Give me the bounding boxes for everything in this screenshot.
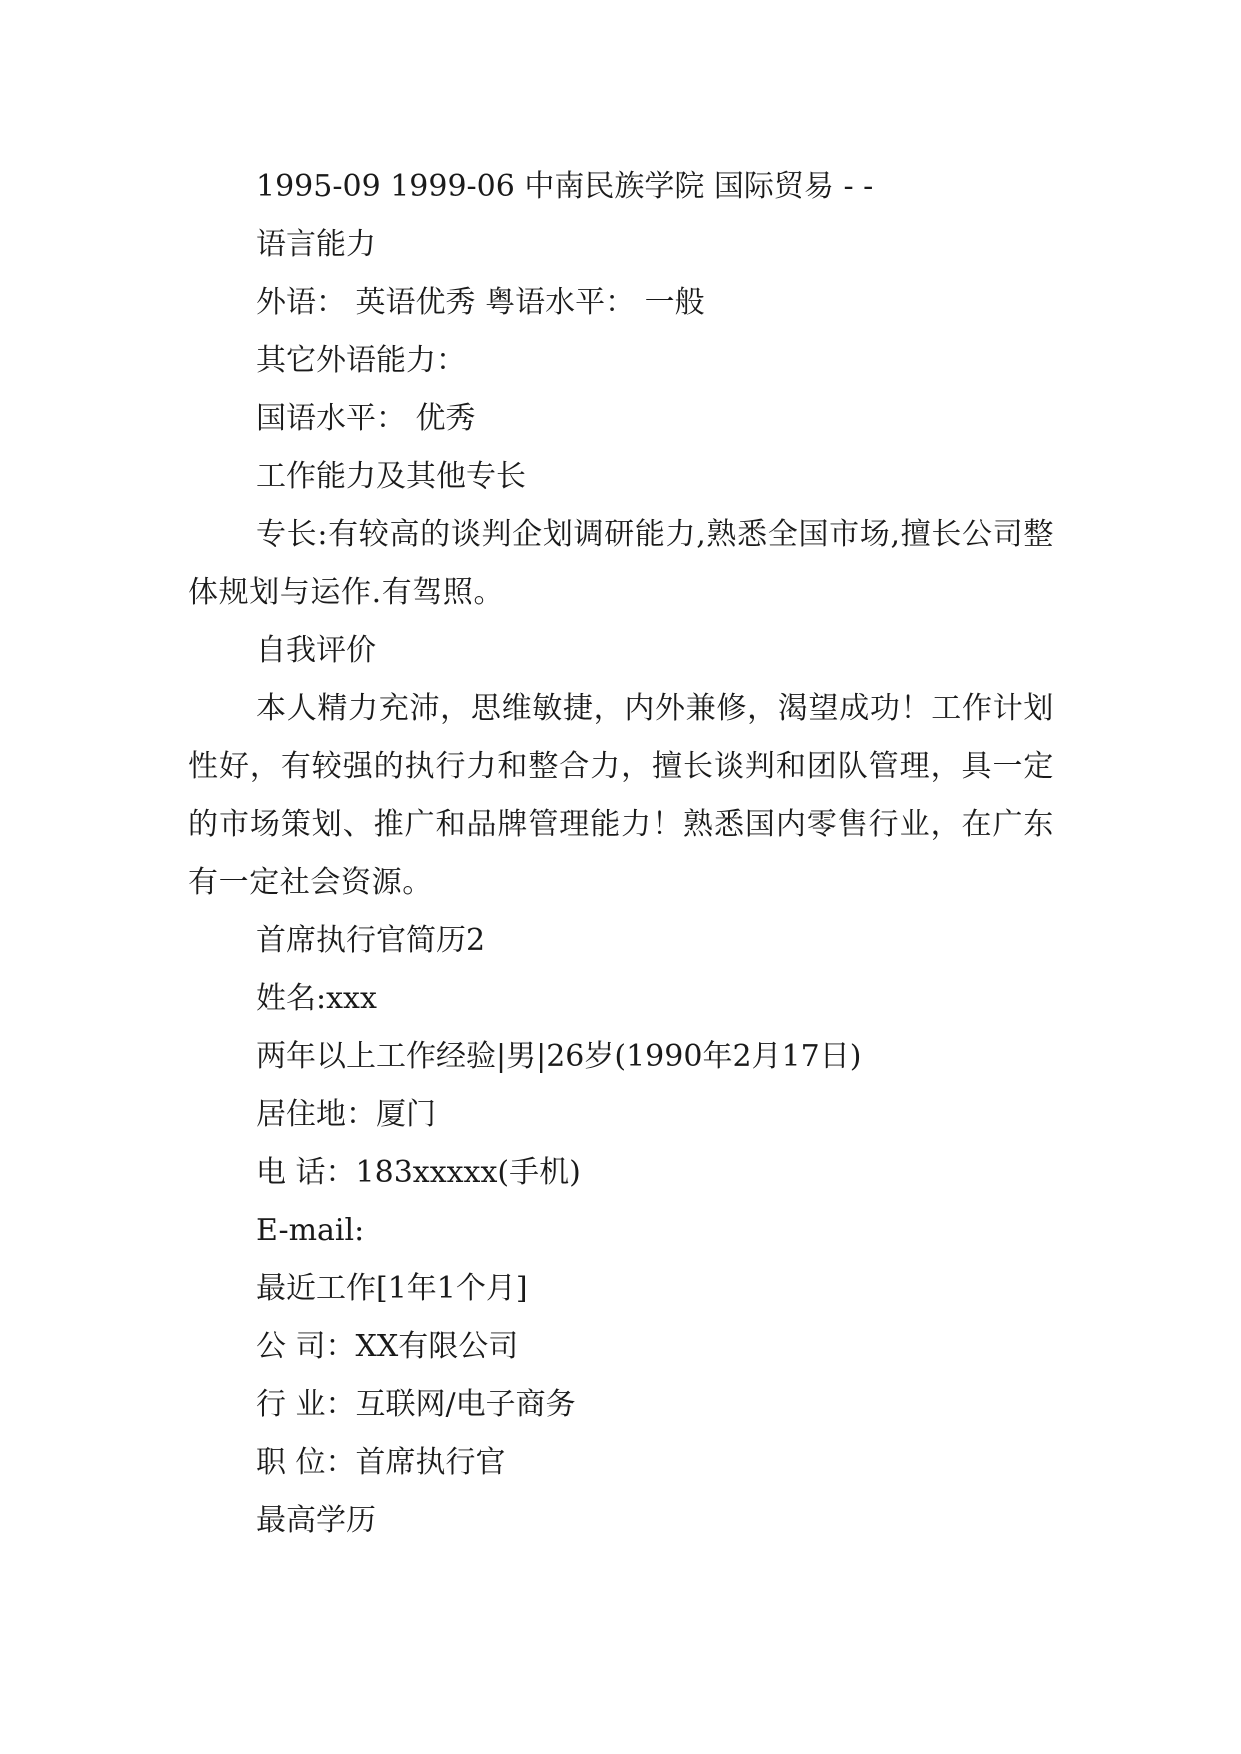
residence-line: 居住地：厦门 (256, 1097, 436, 1132)
resume2-title: 首席执行官简历2 (256, 923, 486, 958)
document-content (188, 158, 1054, 1550)
recent-job-line: 最近工作[1年1个月] (256, 1271, 528, 1306)
skills-heading: 工作能力及其他专长 (256, 459, 526, 494)
summary-line: 两年以上工作经验|男|26岁(1990年2月17日) (256, 1039, 862, 1074)
language-heading: 语言能力 (256, 227, 376, 262)
mandarin-level-line: 国语水平： 优秀 (256, 401, 476, 436)
name-line: 姓名:xxx (256, 981, 377, 1016)
position-line: 职 位：首席执行官 (256, 1445, 506, 1480)
education-heading: 最高学历 (256, 1503, 376, 1538)
foreign-language-line: 外语： 英语优秀 粤语水平： 一般 (256, 285, 705, 320)
specialty-paragraph: 专长:有较高的谈判企划调研能力,熟悉全国市场,擅长公司整体规划与运作.有驾照。 (188, 517, 1054, 610)
company-line: 公 司：XX有限公司 (256, 1329, 519, 1364)
email-line: E-mail: (256, 1213, 365, 1248)
other-language-line: 其它外语能力： (256, 343, 466, 378)
self-eval-heading: 自我评价 (256, 633, 376, 668)
self-eval-paragraph: 本人精力充沛，思维敏捷，内外兼修，渴望成功！工作计划性好，有较强的执行力和整合力，擅长谈判和团队管理，具一定的市场策划、推广和品牌管理能力！熟悉国内零售行业，在广东有一定社会资源。 (188, 691, 1054, 900)
industry-line: 行 业：互联网/电子商务 (256, 1387, 576, 1422)
phone-line: 电 话：183xxxxx(手机) (256, 1155, 581, 1190)
education-entry: 1995-09 1999-06 中南民族学院 国际贸易 - - (256, 169, 874, 204)
